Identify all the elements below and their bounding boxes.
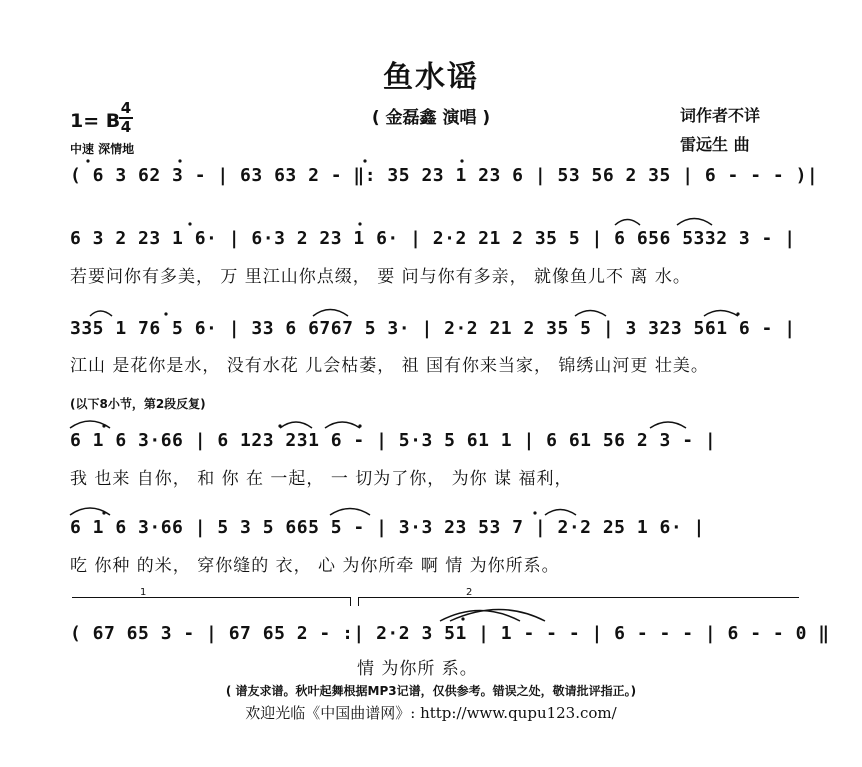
singer-credit: ( 金磊鑫 演唱 ) <box>371 108 491 128</box>
octave-dot <box>164 312 167 315</box>
repeat-note: (以下8小节，第2段反复) <box>70 397 206 411</box>
score-line-3: 335 1 76 5 6· | 33 6 6767 5 3· | 2·2 21 2 35 5 | 3 323 561 6 - | <box>70 318 796 339</box>
slur-mark <box>650 422 686 428</box>
octave-dot <box>102 511 105 514</box>
tempo-marking: 中速 深情地 <box>70 142 135 156</box>
key-signature: 1= B <box>70 110 121 132</box>
slur-mark <box>90 311 112 316</box>
octave-dot <box>533 511 536 514</box>
time-signature-top: 4 <box>120 99 132 117</box>
slur-mark <box>677 219 712 226</box>
volta-number-1: 1 <box>140 587 147 598</box>
score-line-6: ( 67 65 3 - | 67 65 2 - :| 2·2 3 51 | 1 - - - | 6 - - - | 6 - - 0 ‖ <box>70 623 830 644</box>
octave-dot <box>188 222 191 225</box>
octave-dot <box>178 159 181 162</box>
slur-mark <box>313 310 348 317</box>
octave-dot <box>102 424 105 427</box>
slur-mark <box>704 311 738 317</box>
composer-credit: 雷远生 曲 <box>680 135 750 154</box>
lyric-line-3: 江山 是花你是水， 没有水花 儿会枯萎， 祖 国有你来当家， 锦绣山河更 壮美。 <box>70 356 709 376</box>
score-line-2: 6 3 2 23 1 6· | 6·3 2 23 1 6· | 2·2 21 2 35 5 | 6 656 5332 3 - | <box>70 228 796 249</box>
score-line-5: 6 1 6 3·66 | 5 3 5 665 5 - | 3·3 23 53 7 | 2·2 25 1 6· | <box>70 517 705 538</box>
octave-dot <box>460 159 463 162</box>
slur-mark <box>280 422 312 428</box>
lyric-line-6: 情 为你所 系。 <box>357 659 478 679</box>
octave-dot <box>461 617 464 620</box>
octave-dot <box>278 424 281 427</box>
song-title: 鱼水谣 <box>383 60 479 95</box>
octave-dot <box>358 222 361 225</box>
lyric-line-5: 吃 你种 的米， 穿你缝的 衣， 心 为你所牵 啊 情 为你所系。 <box>70 556 560 576</box>
octave-dot <box>363 159 366 162</box>
slur-mark <box>325 422 360 428</box>
lyric-line-2: 若要问你有多美， 万 里江山你点缀， 要 问与你有多亲， 就像鱼儿不 离 水。 <box>70 267 691 287</box>
volta-number-2: 2 <box>466 587 473 598</box>
octave-dot <box>736 312 739 315</box>
score-line-4: 6 1 6 3·66 | 6 123 231 6 - | 5·3 5 61 1 | 6 61 56 2 3 - | <box>70 430 717 451</box>
slur-mark <box>545 510 576 516</box>
website-link[interactable]: 欢迎光临《中国曲谱网》: http://www.qupu123.com/ <box>245 704 617 722</box>
lyric-line-4: 我 也来 自你， 和 你 在 一起， 一 切为了你， 为你 谋 福利， <box>70 469 573 489</box>
score-line-1: ( 6 3 62 3 - | 63 63 2 - ‖: 35 23 1 23 6 | 53 56 2 35 | 6 - - - )| <box>70 165 819 186</box>
time-signature-bottom: 4 <box>120 118 132 136</box>
octave-dot <box>86 159 89 162</box>
slur-mark <box>615 220 640 226</box>
octave-dot <box>358 424 361 427</box>
slur-mark <box>330 509 370 516</box>
transcriber-note: ( 谱友求谱。秋叶起舞根据MP3记谱，仅供参考。错误之处，敬请批评指正。) <box>225 684 637 698</box>
slur-mark <box>575 311 606 317</box>
lyricist-credit: 词作者不详 <box>680 106 761 125</box>
